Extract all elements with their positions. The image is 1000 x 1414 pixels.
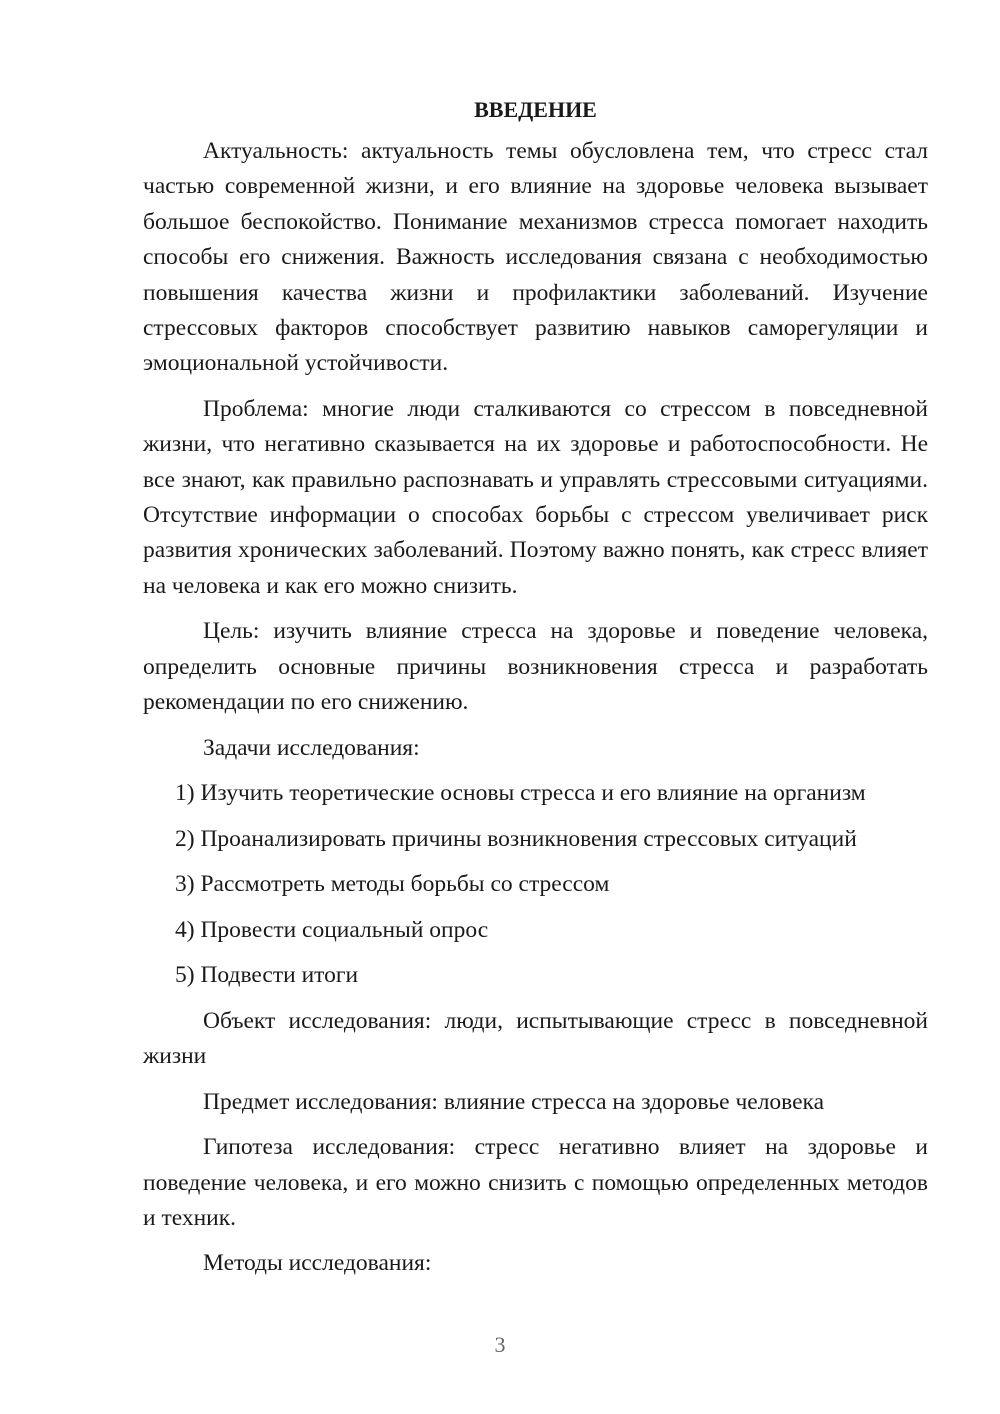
list-item: 3) Рассмотреть методы борьбы со стрессом — [175, 871, 610, 898]
list-item: 4) Провести социальный опрос — [175, 916, 489, 943]
relevance-paragraph: Актуальность: актуальность темы обусловлена тем, что стресс стал частью современной жизни, и его влияние на здоровье человека вызывает большое беспокойство. Понимание механизмов стресса помогает находить способы его снижения. Важность исследования связана с необходимостью повышения качества жизни и профилактики заболеваний. Изучение стрессовых факторов способствует развитию навыков саморегуляции и эмоциональной устойчивости. — [143, 138, 928, 377]
page-content — [143, 92, 928, 1292]
page-heading: ВВЕДЕНИЕ — [474, 97, 597, 122]
object-paragraph: Объект исследования: люди, испытывающие стресс в повседневной жизни — [143, 1007, 928, 1070]
hypothesis-paragraph: Гипотеза исследования: стресс негативно влияет на здоровье и поведение человека, и его можно снизить с помощью определенных методов и техник. — [143, 1134, 928, 1231]
list-item: 2) Проанализировать причины возникновения стрессовых ситуаций — [175, 825, 857, 852]
page-number: 3 — [494, 1332, 506, 1357]
problem-paragraph: Проблема: многие люди сталкиваются со стрессом в повседневной жизни, что негативно сказывается на их здоровье и работоспособности. Не все знают, как правильно распознавать и управлять стрессовыми ситуациями. Отсутствие информации о способах борьбы с стрессом увеличивает риск развития хронических заболеваний. Поэтому важно понять, как стресс влияет на человека и как его можно снизить. — [143, 395, 928, 599]
tasks-list — [143, 776, 928, 994]
goal-paragraph: Цель: изучить влияние стресса на здоровье и поведение человека, определить основные причины возникновения стресса и разработать рекомендации по его снижению. — [143, 618, 928, 716]
list-item: 5) Подвести итоги — [175, 962, 359, 989]
subject-paragraph: Предмет исследования: влияние стресса на здоровье человека — [203, 1088, 825, 1115]
list-item: 1) Изучить теоретические основы стресса и его влияние на организм — [175, 779, 866, 806]
tasks-intro: Задачи исследования: — [203, 734, 420, 761]
methods-intro: Методы исследования: — [203, 1250, 432, 1277]
